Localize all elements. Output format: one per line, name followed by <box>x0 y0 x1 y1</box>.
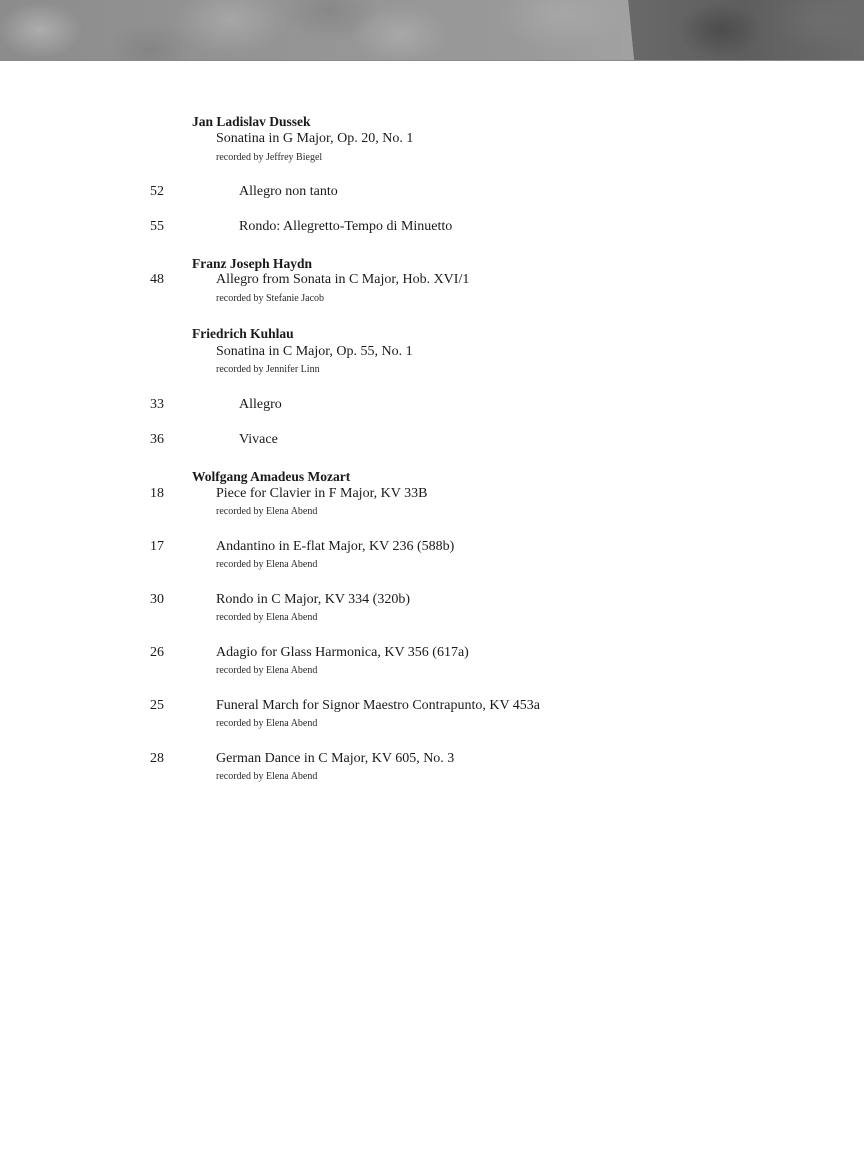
movement-title: Allegro non tanto <box>239 184 338 199</box>
work-title: Sonatina in C Major, Op. 55, No. 1 <box>216 344 413 359</box>
composer-name: Franz Joseph Haydn <box>192 256 313 271</box>
work-title: German Dance in C Major, KV 605, No. 3 <box>216 751 455 766</box>
page-number: 17 <box>150 539 164 554</box>
recording-credit: recorded by Jennifer Linn <box>216 364 320 375</box>
banner-texture-left <box>0 0 640 60</box>
work-title: Rondo in C Major, KV 334 (320b) <box>216 592 411 607</box>
page-number: 36 <box>150 432 164 447</box>
work-title: Allegro from Sonata in C Major, Hob. XVI/1 <box>216 272 470 287</box>
movement-title: Allegro <box>239 397 282 412</box>
movement-title: Rondo: Allegretto-Tempo di Minuetto <box>239 219 453 234</box>
work-title: Funeral March for Signor Maestro Contrapunto, KV 453a <box>216 698 541 713</box>
page-number: 25 <box>150 698 164 713</box>
composer-name: Wolfgang Amadeus Mozart <box>192 469 351 484</box>
page-number: 52 <box>150 184 164 199</box>
work-title: Adagio for Glass Harmonica, KV 356 (617a) <box>216 645 469 660</box>
recording-credit: recorded by Elena Abend <box>216 612 318 623</box>
work-title: Sonatina in G Major, Op. 20, No. 1 <box>216 131 414 146</box>
page-number: 28 <box>150 751 164 766</box>
work-title: Piece for Clavier in F Major, KV 33B <box>216 486 428 501</box>
recording-credit: recorded by Elena Abend <box>216 665 318 676</box>
recording-credit: recorded by Jeffrey Biegel <box>216 152 323 163</box>
page-number: 33 <box>150 397 164 412</box>
composer-name: Friedrich Kuhlau <box>192 326 294 341</box>
recording-credit: recorded by Elena Abend <box>216 506 318 517</box>
recording-credit: recorded by Stefanie Jacob <box>216 293 325 304</box>
header-banner <box>0 0 864 61</box>
page-number: 55 <box>150 219 164 234</box>
recording-credit: recorded by Elena Abend <box>216 718 318 729</box>
recording-credit: recorded by Elena Abend <box>216 771 318 782</box>
page-number: 18 <box>150 486 164 501</box>
recording-credit: recorded by Elena Abend <box>216 559 318 570</box>
movement-title: Vivace <box>239 432 278 447</box>
work-title: Andantino in E-flat Major, KV 236 (588b) <box>216 539 455 554</box>
page-number: 30 <box>150 592 164 607</box>
page-number: 48 <box>150 272 164 287</box>
page-number: 26 <box>150 645 164 660</box>
banner-texture-right <box>620 0 864 60</box>
composer-name: Jan Ladislav Dussek <box>192 114 311 129</box>
